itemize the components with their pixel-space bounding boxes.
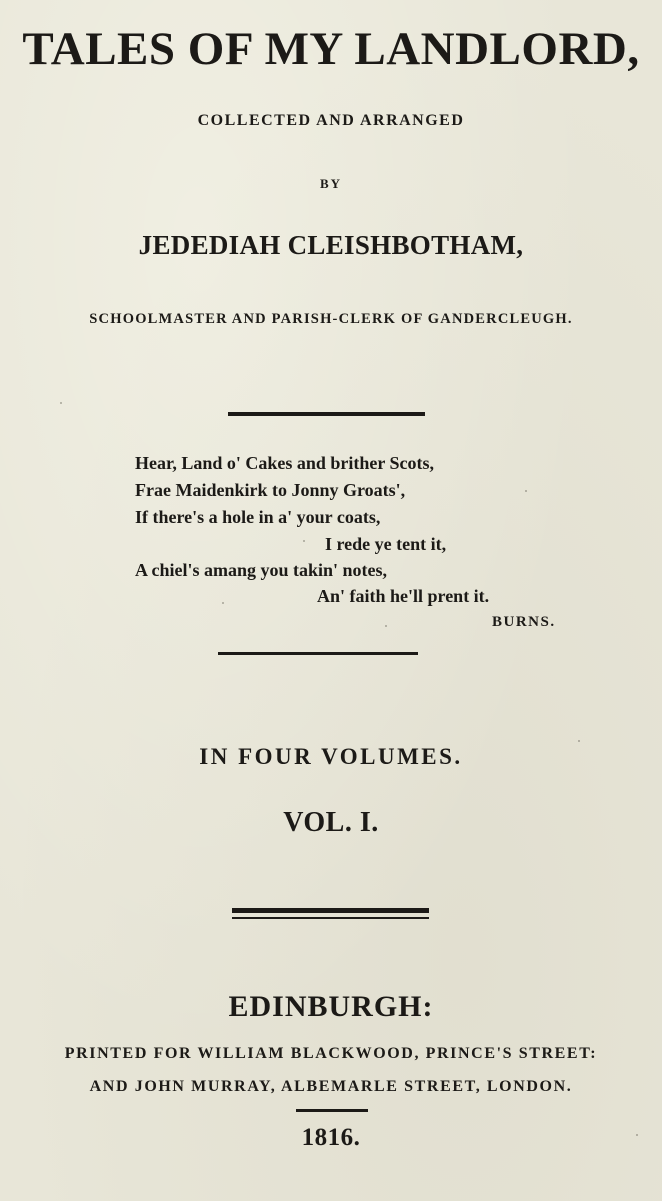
- imprint-printer-line: PRINTED FOR WILLIAM BLACKWOOD, PRINCE'S STREET:: [64, 1045, 598, 1062]
- divider-rule-middle: [218, 652, 418, 655]
- author-role: SCHOOLMASTER AND PARISH-CLERK OF GANDERCLEUGH.: [89, 311, 573, 327]
- divider-rule-double-thick: [232, 908, 429, 913]
- epigraph-line: I rede ye tent it,: [325, 534, 447, 554]
- epigraph-attribution: BURNS.: [492, 614, 556, 630]
- paper-speck: [303, 540, 305, 542]
- book-title: TALES OF MY LANDLORD,: [22, 23, 640, 75]
- divider-rule-double-thin: [232, 917, 429, 919]
- volume-number: VOL. I.: [283, 807, 379, 838]
- epigraph-line: If there's a hole in a' your coats,: [135, 507, 381, 527]
- paper-speck: [60, 402, 62, 404]
- by-line: BY: [319, 176, 343, 191]
- paper-speck: [525, 490, 527, 492]
- imprint-printer-line: AND JOHN MURRAY, ALBEMARLE STREET, LONDON.: [89, 1078, 573, 1095]
- imprint-city: EDINBURGH:: [228, 990, 434, 1023]
- paper-speck: [636, 1134, 638, 1136]
- volumes-count: IN FOUR VOLUMES.: [199, 744, 463, 769]
- paper-speck: [222, 602, 224, 604]
- divider-rule-top: [228, 412, 425, 416]
- epigraph-line: An' faith he'll prent it.: [317, 586, 490, 606]
- collected-line: COLLECTED AND ARRANGED: [197, 112, 465, 129]
- paper-speck: [385, 625, 387, 627]
- epigraph-line: A chiel's amang you takin' notes,: [135, 560, 388, 580]
- paper-speck: [578, 740, 580, 742]
- epigraph-line: Hear, Land o' Cakes and brither Scots,: [135, 453, 435, 473]
- publication-year: 1816.: [301, 1124, 361, 1151]
- author-name: JEDEDIAH CLEISHBOTHAM,: [138, 230, 524, 260]
- epigraph-line: Frae Maidenkirk to Jonny Groats',: [135, 480, 406, 500]
- divider-rule-bottom: [296, 1109, 368, 1112]
